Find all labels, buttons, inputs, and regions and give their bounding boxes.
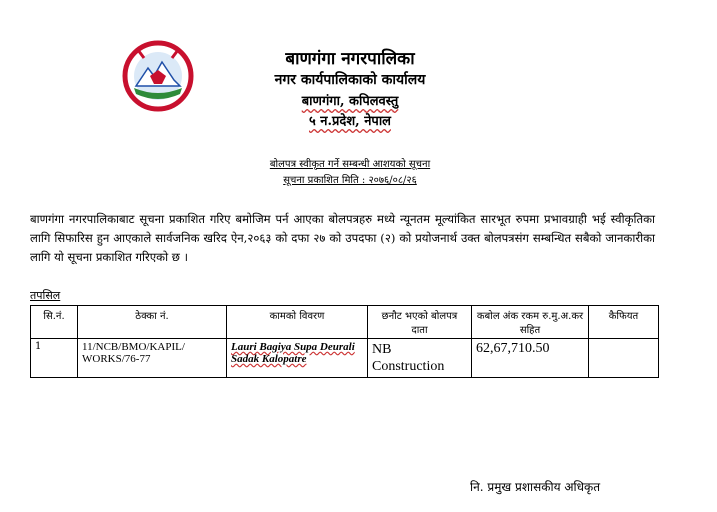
office-location [200,91,500,109]
cell-sn: 1 [31,339,78,378]
municipality-name: बाणगंगा नगरपालिका [285,49,415,69]
office-name: नगर कार्यपालिकाको कार्यालय [274,72,426,88]
header-bidder: छनौट भएको बोलपत्र दाता [368,306,472,339]
header-sn: सि.नं. [31,306,78,339]
cell-bidder: NB Construction [368,339,472,378]
bid-table [30,305,659,378]
province-line [200,111,500,129]
notice-title: बोलपत्र स्वीकृत गर्ने सम्बन्धी आशयको सूचना [269,159,431,170]
table-row [31,339,659,378]
header-amount: कबोल अंक रकम रु.मु.अ.कर सहित [472,306,589,339]
header-remarks: कैफियत [589,306,659,339]
header-work: कामको विवरण [227,306,368,339]
cell-amount: 62,67,710.50 [472,339,589,378]
cell-work: Lauri Bagiya Supa Deurali Sadak Kalopatre [227,339,368,378]
header-contract-no: ठेक्का नं. [78,306,227,339]
cell-contract-no: 11/NCB/BMO/KAPIL/ WORKS/76-77 [78,339,227,378]
location-text: बाणगंगा, कपिलवस्तु [301,94,399,109]
notice-date: सूचना प्रकाशित मिति : २०७६/०८/२६ [283,175,417,186]
municipality-logo [122,40,194,112]
notice-paragraph: बाणगंगा नगरपालिकाबाट सूचना प्रकाशित गरिए बमोजिम पर्न आएका बोलपत्रहरु मध्ये न्यूनतम मूल्यांकित सारभूत रुपमा प्रभावग्राही भई स्वीकृतिका लागि सिफारिस हुन आएकाले सार्वजनिक खरिद ऐन,२०६३ को दफा २७ को उपदफा (२) को प्रयोजनार्थ उक्त बोलपत्रसंग सम्बन्धित सबैको जानकारीका लागि यो सूचना प्रकाशित गरिएको छ । [30,212,655,264]
table-caption: तपसिल [30,289,61,302]
table-header-row [31,306,659,339]
signature-title: नि. प्रमुख प्रशासकीय अधिकृत [470,480,601,494]
cell-remarks [589,339,659,378]
province-text: ५ न.प्रदेश, नेपाल [309,114,391,129]
